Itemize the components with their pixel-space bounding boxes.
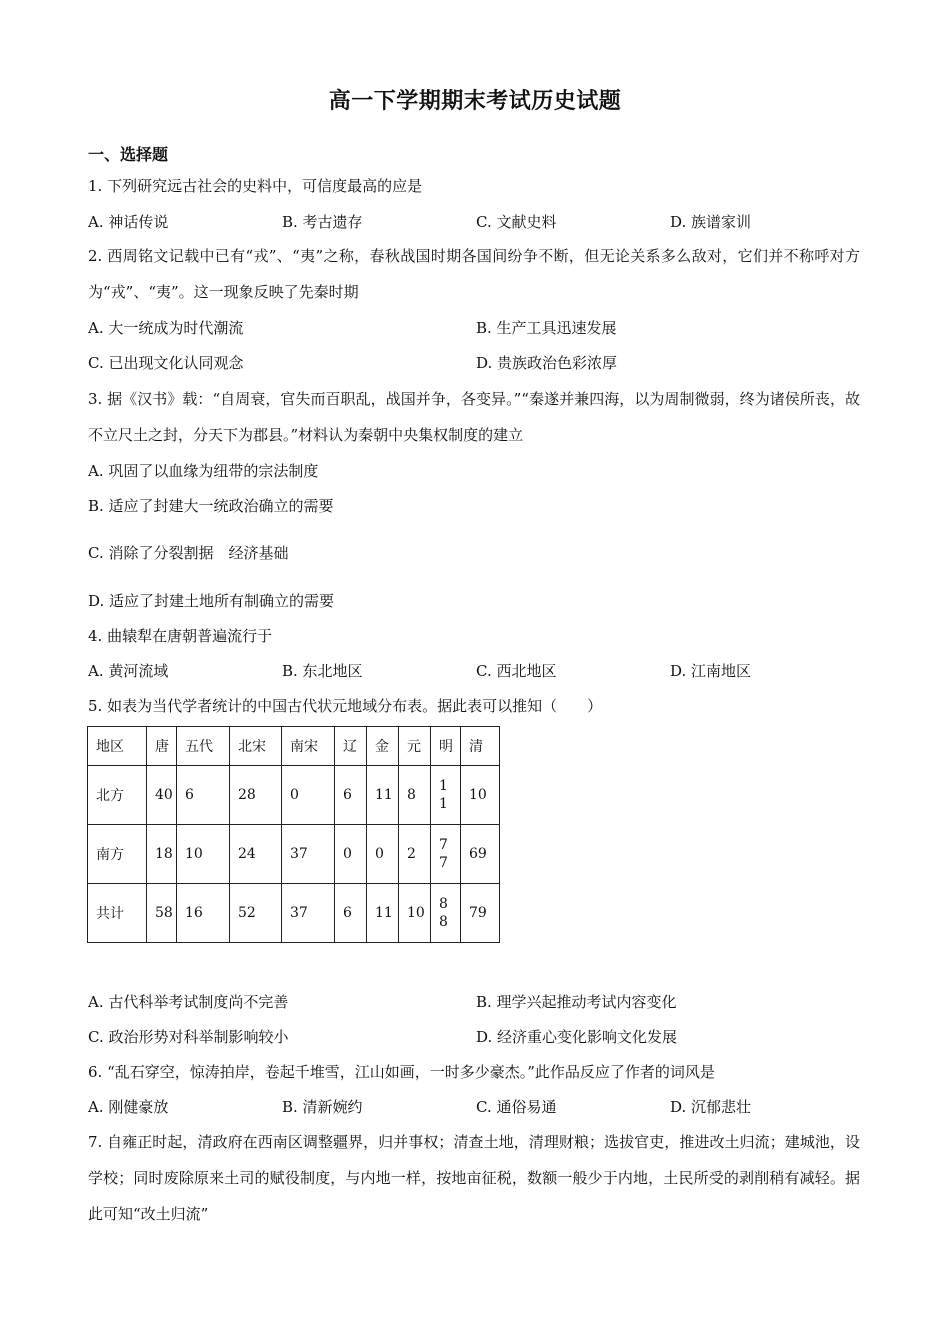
table-header-cell: 辽	[335, 727, 367, 766]
question-6-stem: 6. “乱石穿空，惊涛拍岸，卷起千堆雪，江山如画，一时多少豪杰。”此作品反应了作者的词风是	[88, 1063, 715, 1081]
section-title: 一、选择题	[88, 145, 169, 164]
table-header-cell: 明	[431, 727, 461, 766]
table-cell: 6	[335, 884, 367, 943]
q6-option-a: A. 刚健豪放	[88, 1098, 169, 1116]
table-row	[88, 825, 500, 884]
table-cell	[431, 825, 461, 884]
table-cell: 10	[461, 766, 500, 825]
table-cell: 10	[177, 825, 230, 884]
q1-option-a: A. 神话传说	[88, 213, 169, 231]
q6-option-c: C. 通俗易通	[476, 1098, 557, 1116]
table-row	[88, 766, 500, 825]
q5-option-d: D. 经济重心变化影响文化发展	[476, 1028, 678, 1046]
table-cell: 58	[147, 884, 177, 943]
question-7-stem: 7. 自雍正时起，清政府在西南区调整疆界，归并事权；清查土地，清理财粮；选拔官吏，推进改土归流；建城池，设学校；同时废除原来土司的赋役制度，与内地一样，按地亩征税，数额一般少于内地，土民所受的剥削稍有减轻。据此可知“改土归流”	[88, 1133, 860, 1223]
table-header-cell: 唐	[147, 727, 177, 766]
q4-option-b: B. 东北地区	[282, 662, 363, 680]
table-cell: 11	[367, 884, 399, 943]
table-cell: 南方	[88, 825, 147, 884]
q2-option-b: B. 生产工具迅速发展	[476, 319, 617, 337]
table-cell: 11	[367, 766, 399, 825]
table-cell: 24	[230, 825, 282, 884]
table-cell: 共计	[88, 884, 147, 943]
question-4-stem: 4. 曲辕犁在唐朝普遍流行于	[88, 627, 273, 645]
q1-option-b: B. 考古遗存	[282, 213, 363, 231]
q3-option-a: A. 巩固了以血缘为纽带的宗法制度	[88, 462, 319, 480]
table-cell-text: 8 8	[439, 896, 448, 930]
table-cell: 79	[461, 884, 500, 943]
table-cell: 69	[461, 825, 500, 884]
table-header-cell: 元	[399, 727, 431, 766]
question-1-stem: 1. 下列研究远古社会的史料中，可信度最高的应是	[88, 177, 423, 195]
q4-option-c: C. 西北地区	[476, 662, 557, 680]
table-header-cell: 南宋	[282, 727, 335, 766]
table-cell: 北方	[88, 766, 147, 825]
q5-option-c: C. 政治形势对科举制影响较小	[88, 1028, 289, 1046]
table-header-cell: 金	[367, 727, 399, 766]
table-cell: 0	[367, 825, 399, 884]
table-cell: 8	[399, 766, 431, 825]
question-5-stem: 5. 如表为当代学者统计的中国古代状元地域分布表。据此表可以推知（ ）	[88, 697, 603, 715]
table-cell	[431, 884, 461, 943]
table-cell: 0	[335, 825, 367, 884]
q2-option-a: A. 大一统成为时代潮流	[88, 319, 244, 337]
q3-option-c: C. 消除了分裂割据 经济基础	[88, 544, 289, 562]
q2-option-d: D. 贵族政治色彩浓厚	[476, 354, 618, 372]
q1-option-d: D. 族谱家训	[670, 213, 752, 231]
table-cell: 0	[282, 766, 335, 825]
scholar-distribution-table	[87, 726, 500, 943]
table-cell: 37	[282, 825, 335, 884]
table-cell: 10	[399, 884, 431, 943]
table-cell: 40	[147, 766, 177, 825]
q5-option-a: A. 古代科举考试制度尚不完善	[88, 993, 289, 1011]
table-cell-text: 7 7	[439, 837, 448, 871]
table-cell: 2	[399, 825, 431, 884]
q1-option-c: C. 文献史料	[476, 213, 557, 231]
table-cell: 6	[177, 766, 230, 825]
table-cell: 6	[335, 766, 367, 825]
q4-option-a: A. 黄河流域	[88, 662, 169, 680]
table-cell	[431, 766, 461, 825]
page-title: 高一下学期期末考试历史试题	[328, 88, 622, 114]
question-3-stem: 3. 据《汉书》载：“自周衰，官失而百职乱，战国并争，各变异。”“秦遂并兼四海，以为周制微弱，终为诸侯所丧，故不立尺土之封，分天下为郡县。”材料认为秦朝中央集权制度的建立	[88, 390, 860, 444]
table-cell-text: 1 1	[439, 778, 448, 812]
q5-option-b: B. 理学兴起推动考试内容变化	[476, 993, 677, 1011]
table-header-cell: 清	[461, 727, 500, 766]
q6-option-d: D. 沉郁悲壮	[670, 1098, 752, 1116]
question-2-stem: 2. 西周铭文记载中已有“戎”、“夷”之称，春秋战国时期各国间纷争不断，但无论关系多么敌对，它们并不称呼对方为“戎”、“夷”。这一现象反映了先秦时期	[88, 247, 860, 301]
table-header-cell: 五代	[177, 727, 230, 766]
q3-option-b: B. 适应了封建大一统政治确立的需要	[88, 497, 334, 515]
q4-option-d: D. 江南地区	[670, 662, 752, 680]
table-cell: 37	[282, 884, 335, 943]
q2-option-c: C. 已出现文化认同观念	[88, 354, 244, 372]
table-cell: 18	[147, 825, 177, 884]
table-header-cell: 地区	[88, 727, 147, 766]
table-header-cell: 北宋	[230, 727, 282, 766]
table-cell: 28	[230, 766, 282, 825]
q3-option-d: D. 适应了封建土地所有制确立的需要	[88, 592, 335, 610]
table-cell: 52	[230, 884, 282, 943]
q6-option-b: B. 清新婉约	[282, 1098, 363, 1116]
table-cell: 16	[177, 884, 230, 943]
table-header-row	[88, 727, 500, 766]
table-row	[88, 884, 500, 943]
